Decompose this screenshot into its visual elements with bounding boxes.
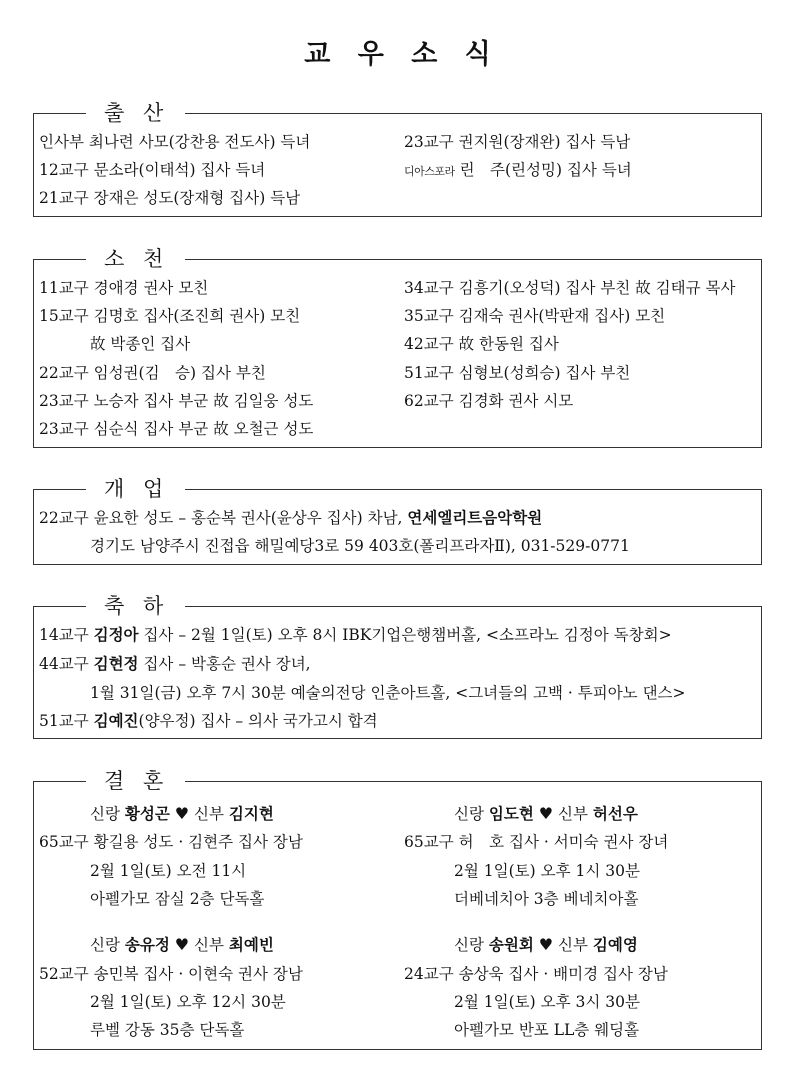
congrats-entry: 51교구 김예진(양우정) 집사 – 의사 국가고시 합격 — [39, 711, 378, 730]
opening-address: 경기도 남양주시 진접읍 해밀예당3로 59 403호(폴리프라자Ⅱ), 031-529-0771 — [90, 537, 630, 555]
wedding-venue: 아펠가모 반포 LL층 웨딩홀 — [454, 1021, 640, 1039]
wedding-section — [33, 769, 762, 1050]
congrats-entry: 44교구 김현정 집사 – 박홍순 권사 장녀, — [39, 654, 311, 673]
wedding-date: 2월 1일(토) 오후 12시 30분 — [90, 993, 286, 1011]
heart-icon: ♥ — [538, 935, 554, 954]
birth-entry: 인사부 최나련 사모(강찬용 전도사) 득녀 — [39, 133, 311, 151]
wedding-date: 2월 1일(토) 오후 3시 30분 — [454, 993, 640, 1011]
birth-entry: 23교구 권지원(장재완) 집사 득남 — [404, 133, 631, 151]
wedding-couple: 신랑 송유정 ♥ 신부 최예빈 — [90, 935, 274, 954]
wedding-section-title: 결 혼 — [86, 768, 185, 794]
birth-entry: 21교구 장재은 성도(장재형 집사) 득남 — [39, 189, 301, 207]
funeral-entry: 23교구 심순식 집사 부군 故 오철근 성도 — [39, 420, 314, 438]
wedding-couple: 신랑 송원회 ♥ 신부 김예영 — [454, 935, 638, 954]
funeral-entry: 42교구 故 한동원 집사 — [404, 335, 559, 353]
wedding-family: 24교구 송상욱 집사 · 배미경 집사 장남 — [404, 965, 668, 983]
birth-entry-prefix: 디아스포라 — [404, 165, 455, 178]
wedding-family: 52교구 송민복 집사 · 이현숙 권사 장남 — [39, 965, 303, 983]
birth-section-title: 출 산 — [86, 100, 185, 126]
funeral-entry: 35교구 김재숙 권사(박판재 집사) 모친 — [404, 307, 666, 325]
birth-entry: 디아스포라 린 주(린성밍) 집사 득녀 — [404, 161, 632, 179]
funeral-entry: 15교구 김명호 집사(조진희 권사) 모친 — [39, 307, 301, 325]
wedding-date: 2월 1일(토) 오후 1시 30분 — [454, 862, 640, 880]
academy-name: 연세엘리트음악학원 — [407, 508, 543, 527]
wedding-family: 65교구 황길용 성도 · 김현주 집사 장남 — [39, 833, 303, 851]
funeral-entry: 51교구 심형보(성희승) 집사 부친 — [404, 364, 631, 382]
wedding-venue: 아펠가모 잠실 2층 단독홀 — [90, 890, 265, 908]
funeral-section-title: 소 천 — [86, 246, 185, 272]
funeral-entry: 34교구 김흥기(오성덕) 집사 부친 故 김태규 목사 — [404, 279, 736, 297]
heart-icon: ♥ — [174, 804, 190, 823]
wedding-couple: 신랑 황성곤 ♥ 신부 김지현 — [90, 804, 274, 823]
opening-section — [33, 477, 762, 565]
funeral-entry: 22교구 임성권(김 승) 집사 부친 — [39, 364, 266, 382]
opening-entry: 22교구 윤요한 성도 – 홍순복 권사(윤상우 집사) 차남, 연세엘리트음악학원 — [39, 508, 543, 527]
funeral-entry: 故 박종인 집사 — [90, 335, 191, 353]
wedding-venue: 더베네치아 3층 베네치아홀 — [454, 890, 639, 908]
birth-section — [33, 101, 762, 217]
opening-section-title: 개 업 — [86, 476, 185, 502]
funeral-entry: 11교구 경애경 권사 모친 — [39, 279, 209, 297]
wedding-date: 2월 1일(토) 오전 11시 — [90, 862, 247, 880]
wedding-family: 65교구 허 호 집사 · 서미숙 권사 장녀 — [404, 833, 669, 851]
page-title: 교 우 소 식 — [304, 39, 500, 70]
wedding-couple: 신랑 임도현 ♥ 신부 허선우 — [454, 804, 638, 823]
congrats-entry: 1월 31일(금) 오후 7시 30분 예술의전당 인춘아트홀, <그녀들의 고백 · 투피아노 댄스> — [90, 684, 686, 702]
wedding-venue: 루벨 강동 35층 단독홀 — [90, 1021, 245, 1039]
congrats-section — [33, 594, 762, 739]
heart-icon: ♥ — [538, 804, 554, 823]
funeral-entry: 62교구 김경화 권사 시모 — [404, 392, 574, 410]
funeral-section — [33, 247, 762, 448]
congrats-section-title: 축 하 — [86, 593, 185, 619]
heart-icon: ♥ — [174, 935, 190, 954]
birth-entry: 12교구 문소라(이태석) 집사 득녀 — [39, 161, 266, 179]
congrats-entry: 14교구 김정아 집사 – 2월 1일(토) 오후 8시 IBK기업은행챔버홀, <소프라노 김정아 독창회> — [39, 625, 672, 644]
funeral-entry: 23교구 노승자 집사 부군 故 김일웅 성도 — [39, 392, 314, 410]
